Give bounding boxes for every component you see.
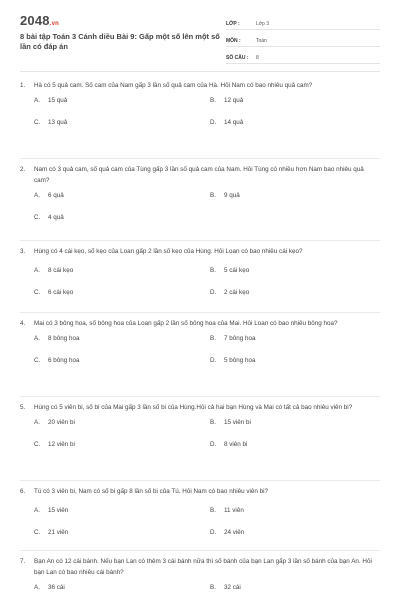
option-key: D.: [210, 441, 217, 448]
question-number: 1.: [20, 82, 26, 89]
option-d[interactable]: [210, 529, 244, 536]
meta-row-subject: [226, 31, 380, 47]
option-b[interactable]: [210, 267, 249, 274]
question-text: Hùng có 5 viên bi, số bi của Mai gấp 3 lần số bi của Hùng.Hỏi cả hai bạn Hùng và Mai có tất cả bao nhiêu viên bi?: [34, 404, 353, 411]
meta-value: Toán: [256, 38, 267, 44]
meta-row-count: [226, 48, 380, 64]
option-c[interactable]: [34, 289, 73, 296]
meta-value: 8: [256, 55, 259, 61]
option-d[interactable]: [210, 289, 249, 296]
question-7: [20, 556, 380, 596]
option-text: 14 quả: [224, 119, 244, 126]
option-c[interactable]: [34, 119, 67, 126]
option-b[interactable]: [210, 419, 251, 426]
meta-row-grade: [226, 14, 380, 30]
option-text: 12 viên bi: [48, 441, 75, 448]
logo-text: 2048: [20, 13, 50, 28]
option-key: C.: [34, 441, 41, 448]
question-divider: [20, 312, 380, 313]
question-5: [20, 402, 380, 459]
meta-label: SỐ CÂU :: [226, 55, 249, 61]
question-number: 7.: [20, 558, 26, 565]
option-key: C.: [34, 214, 41, 221]
site-logo[interactable]: [20, 13, 59, 28]
question-divider: [20, 550, 380, 551]
option-d[interactable]: [210, 441, 247, 448]
option-c[interactable]: [34, 214, 64, 221]
option-key: C.: [34, 529, 41, 536]
option-key: B.: [210, 507, 216, 514]
option-text: 2 cái kẹo: [224, 289, 250, 296]
option-text: 12 quả: [224, 97, 244, 104]
question-divider: [20, 396, 380, 397]
option-b[interactable]: [210, 584, 241, 591]
option-a[interactable]: [34, 192, 64, 199]
question-text: Tú có 3 viên bi, Nam có số bi gấp 8 lần số bi của Tú. Hỏi Nam có bao nhiêu viên bi?: [34, 488, 269, 495]
question-text: Bạn An có 12 cái bánh. Nếu bạn Lan có thêm 3 cái bánh nữa thì số bánh của bạn Lan gấp 3 lần số bánh của bạn An. Hỏi bạn Lan có bao nhiêu cái bánh?: [34, 558, 372, 576]
option-b[interactable]: [210, 97, 243, 104]
option-text: 7 bông hoa: [224, 335, 256, 342]
option-text: 6 bông hoa: [48, 357, 80, 364]
option-text: 4 quả: [48, 214, 64, 221]
option-key: C.: [34, 119, 41, 126]
option-a[interactable]: [34, 267, 73, 274]
question-divider: [20, 240, 380, 241]
question-text: Hà có 5 quả cam. Số cam của Nam gấp 3 lần số quả cam của Hà. Hỏi Nam có bao nhiêu quả cam?: [34, 82, 313, 89]
logo-suffix: .vn: [49, 21, 60, 27]
option-key: D.: [210, 357, 217, 364]
option-key: B.: [210, 192, 216, 199]
option-text: 32 cái: [224, 584, 241, 591]
option-text: 8 cái kẹo: [48, 267, 74, 274]
option-key: A.: [34, 192, 40, 199]
option-key: D.: [210, 289, 217, 296]
option-text: 6 cái kẹo: [48, 289, 74, 296]
header-divider: [20, 71, 380, 72]
option-key: B.: [210, 584, 216, 591]
meta-label: MÔN :: [226, 38, 241, 44]
option-text: 9 quả: [224, 192, 240, 199]
option-text: 15 viên: [48, 507, 69, 514]
question-6: [20, 486, 380, 547]
option-key: B.: [210, 97, 216, 104]
option-b[interactable]: [210, 335, 256, 342]
options: [20, 507, 380, 547]
option-text: 5 cái kẹo: [224, 267, 250, 274]
option-text: 36 cái: [48, 584, 65, 591]
question-text: Nam có 3 quả cam, số quả cam của Tùng gấp 3 lần số quả cam của Nam. Hỏi Tùng có nhiều hơn Nam bao nhiêu quả cam?: [34, 166, 364, 184]
question-number: 3.: [20, 248, 26, 255]
option-text: 8 bông hoa: [48, 335, 80, 342]
option-text: 5 bông hoa: [224, 357, 256, 364]
question-number: 4.: [20, 320, 26, 327]
question-text: Hùng có 4 cái kẹo, số kẹo của Loan gấp 2 lần số kẹo của Hùng. Hỏi Loan có bao nhiêu cái kẹo?: [34, 248, 303, 255]
option-c[interactable]: [34, 357, 80, 364]
meta-label: LỚP :: [226, 21, 240, 27]
options: [20, 419, 380, 459]
option-key: A.: [34, 335, 40, 342]
option-text: 6 quả: [48, 192, 64, 199]
option-key: A.: [34, 584, 40, 591]
option-key: A.: [34, 97, 40, 104]
option-key: A.: [34, 419, 40, 426]
question-2: [20, 164, 380, 232]
meta-value: Lớp 3: [256, 21, 270, 27]
question-1: [20, 80, 380, 137]
option-key: D.: [210, 529, 217, 536]
option-text: 15 quả: [48, 97, 68, 104]
option-key: A.: [34, 267, 40, 274]
option-d[interactable]: [210, 119, 243, 126]
question-text: Mai có 3 bông hoa, số bông hoa của Loan gấp 2 lần số bông hoa của Mai. Hỏi Loan có bao nhiêu bông hoa?: [34, 320, 338, 327]
question-number: 2.: [20, 166, 26, 173]
worksheet-header: [0, 0, 400, 76]
option-key: B.: [210, 419, 216, 426]
option-key: B.: [210, 335, 216, 342]
option-c[interactable]: [34, 529, 68, 536]
question-number: 6.: [20, 488, 26, 495]
page-title: 8 bài tập Toán 3 Cánh diều Bài 9: Gấp một số lên một số lần có đáp án: [20, 32, 220, 51]
option-text: 15 viên bi: [224, 419, 251, 426]
question-4: [20, 318, 380, 375]
options: [20, 97, 380, 137]
option-text: 24 viên: [224, 529, 245, 536]
option-text: 21 viên: [48, 529, 69, 536]
question-number: 5.: [20, 404, 26, 411]
option-key: A.: [34, 507, 40, 514]
option-c[interactable]: [34, 441, 75, 448]
options: [20, 267, 380, 307]
meta-panel: [226, 14, 380, 65]
option-a[interactable]: [34, 507, 68, 514]
option-a[interactable]: [34, 97, 67, 104]
option-key: C.: [34, 289, 41, 296]
option-a[interactable]: [34, 584, 65, 591]
option-key: D.: [210, 119, 217, 126]
question-3: [20, 246, 380, 307]
options: [20, 335, 380, 375]
option-text: 13 quả: [48, 119, 68, 126]
question-divider: [20, 480, 380, 481]
option-key: C.: [34, 357, 41, 364]
options: [20, 584, 380, 596]
options: [20, 192, 380, 232]
option-a[interactable]: [34, 419, 75, 426]
option-text: 11 viên: [224, 507, 244, 514]
option-a[interactable]: [34, 335, 80, 342]
option-text: 8 viên bi: [224, 441, 248, 448]
option-b[interactable]: [210, 192, 240, 199]
option-d[interactable]: [210, 357, 256, 364]
option-b[interactable]: [210, 507, 244, 514]
question-divider: [20, 158, 380, 159]
option-text: 20 viên bi: [48, 419, 75, 426]
option-key: B.: [210, 267, 216, 274]
